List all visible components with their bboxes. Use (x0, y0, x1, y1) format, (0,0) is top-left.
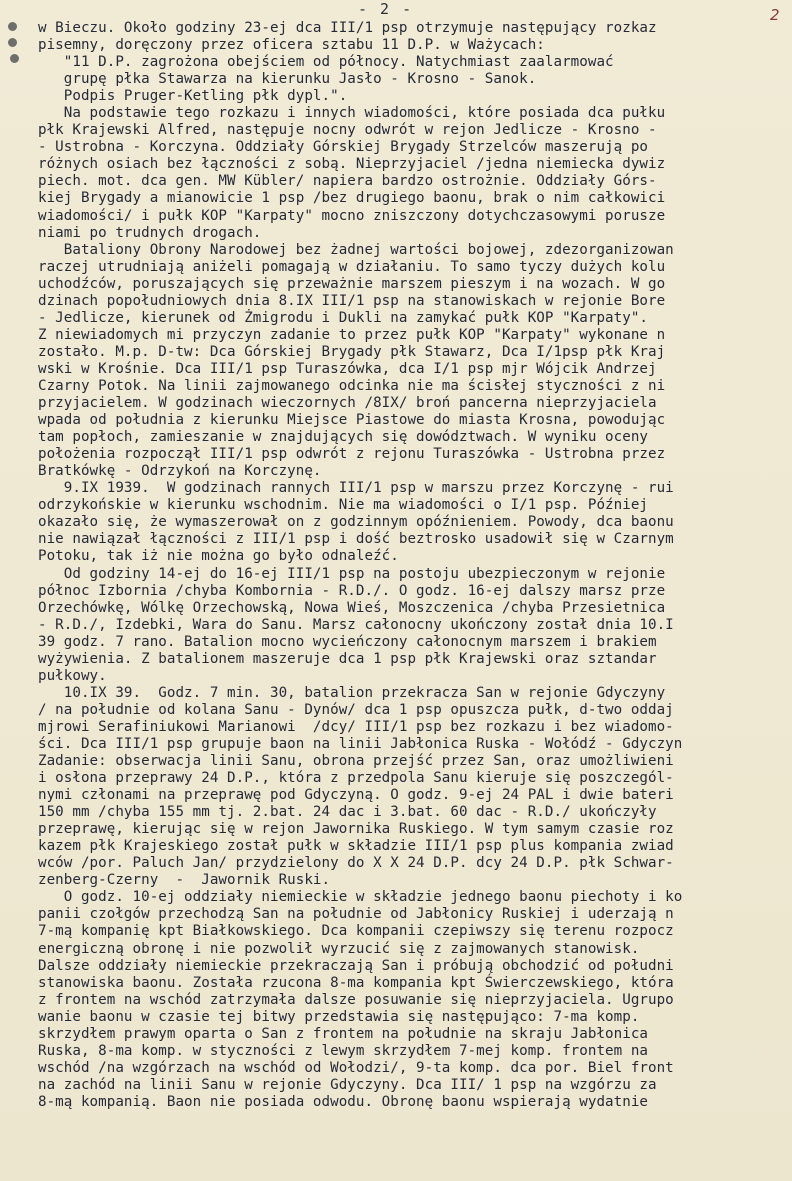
text-line: kazem płk Krajeskiego został pułk w składzie III/1 psp plus kompania zwiad (38, 838, 674, 855)
text-line: Orzechówkę, Wólkę Orzechowską, Nowa Wieś, Moszczenica /chyba Przesietnica (38, 599, 666, 616)
text-line: i osłona przeprawy 24 D.P., która z przedpola Sanu kieruje się poszczegól- (38, 770, 674, 787)
text-line: 7-mą kompanię kpt Białkowskiego. Dca kompanii czepiwszy się terenu rozpocz (38, 923, 674, 940)
punch-hole (10, 54, 19, 63)
text-line: / na południe od kolana Sanu - Dynów/ dca 1 psp opuszcza pułk, d-two oddaj (38, 701, 674, 718)
text-line: dzinach popołudniowych dnia 8.IX III/1 psp na stanowiskach w rejonie Bore (38, 292, 666, 309)
text-line: - Jedlicze, kierunek od Żmigrodu i Dukli na zamykać pułk KOP "Karpaty". (38, 309, 649, 326)
text-line: Od godziny 14-ej do 16-ej III/1 psp na postoju ubezpieczonym w rejonie (38, 565, 666, 582)
text-line: 10.IX 39. Godz. 7 min. 30, batalion przekracza San w rejonie Gdyczyny (38, 684, 666, 701)
punch-hole (8, 38, 17, 47)
text-line: wanie baonu w czasie tej bitwy przedstawia się następująco: 7-ma komp. (38, 1008, 640, 1025)
text-line: wschód /na wzgórzach na wschód od Wołodzi/, 9-ta komp. dca por. Biel front (38, 1059, 674, 1076)
text-line: różnych osiach bez łączności z sobą. Nieprzyjaciel /jedna niemiecka dywiz (38, 156, 666, 173)
text-line: skrzydłem prawym oparta o San z frontem na południe na skraju Jabłonica (38, 1025, 649, 1042)
text-line: Potoku, tak iż nie można go było odnaleźć. (38, 548, 399, 565)
text-line: uchodźców, poruszających się przeważnie marszem pieszym i na wozach. W go (38, 275, 666, 292)
text-line: wyżywienia. Z batalionem maszeruje dca 1 psp płk Krajewski oraz sztandar (38, 650, 657, 667)
text-line: energiczną obronę i nie pozwolił wyrzucić się z zajmowanych stanowisk. (38, 940, 640, 957)
text-line: z frontem na wschód zatrzymała dalsze posuwanie się nieprzyjaciela. Ugrupo (38, 991, 674, 1008)
punch-hole (8, 22, 17, 31)
text-line: Podpis Pruger-Ketling płk dypl.". (38, 88, 348, 105)
text-line: niami po trudnych drogach. (38, 224, 262, 241)
text-line: przeprawę, kierując się w rejon Jawornika Ruskiego. W tym samym czasie roz (38, 821, 674, 838)
text-line: Ruska, 8-ma komp. w styczności z lewym skrzydłem 7-mej komp. frontem na (38, 1042, 649, 1059)
text-line: zenberg-Czerny - Jawornik Ruski. (38, 872, 331, 889)
text-line: Dalsze oddziały niemieckie przekraczają San i próbują obchodzić od południ (38, 957, 674, 974)
text-line: - Ustrobna - Korczyna. Oddziały Górskiej Brygady Strzelców maszerują po (38, 139, 649, 156)
text-line: zostało. M.p. D-tw: Dca Górskiej Brygady płk Stawarz, Dca I/1psp płk Kraj (38, 343, 666, 360)
text-line: na zachód na linii Sanu w rejonie Gdyczyny. Dca III/ 1 psp na wzgórzu za (38, 1076, 657, 1093)
text-line: O godz. 10-ej oddziały niemieckie w składzie jednego baonu piechoty i ko (38, 889, 683, 906)
text-line: Z niewiadomych mi przyczyn zadanie to przez pułk KOP "Karpaty" wykonane n (38, 326, 666, 343)
text-line: - R.D./, Izdebki, Wara do Sanu. Marsz całonocny ukończony został dnia 10.I (38, 616, 674, 633)
text-line: 8-mą kompanią. Baon nie posiada odwodu. Obronę baonu wspierają wydatnie (38, 1093, 649, 1110)
text-line: nie nawiązał łączności z III/1 psp i dość beztrosko usadowił się w Czarnym (38, 531, 674, 548)
text-line: Na podstawie tego rozkazu i innych wiadomości, które posiada dca pułku (38, 105, 666, 122)
text-line: przyjacielem. W godzinach wieczornych /8IX/ broń pancerna nieprzyjaciela (38, 395, 657, 412)
text-line: ści. Dca III/1 psp grupuje baon na linii Jabłonica Ruska - Wołódź - Gdyczyn (38, 735, 683, 752)
text-line: położenia rozpoczął III/1 psp odwrót z rejonu Turaszówka - Ustrobna przez (38, 446, 666, 463)
text-line: wiadomości/ i pułk KOP "Karpaty" mocno zniszczony dotychczasowymi porusze (38, 207, 666, 224)
text-line: wpada od południa z kierunku Miejsce Piastowe do miasta Krosna, powodując (38, 412, 666, 429)
text-line: pisemny, doręczony przez oficera sztabu 11 D.P. w Ważycach: (38, 37, 545, 54)
text-line: okazało się, że wymaszerował on z godzinnym opóźnieniem. Powody, dca baonu (38, 514, 674, 531)
text-line: 150 mm /chyba 155 mm tj. 2.bat. 24 dac i 3.bat. 60 dac - R.D./ ukończyły (38, 804, 657, 821)
text-line: pułkowy. (38, 667, 107, 684)
text-line: w Bieczu. Około godziny 23-ej dca III/1 psp otrzymuje następujący rozkaz (38, 20, 657, 36)
text-line: Czarny Potok. Na linii zajmowanego odcinka nie ma ścisłej styczności z ni (38, 377, 666, 394)
typewritten-text (38, 20, 792, 1111)
text-line: mjrowi Serafiniukowi Marianowi /dcy/ III/1 psp bez rozkazu i bez wiadomo- (38, 718, 674, 735)
text-line: grupę płka Stawarza na kierunku Jasło - Krosno - Sanok. (38, 71, 537, 88)
text-line: nymi członami na przeprawę pod Gdyczyną. O godz. 9-ej 24 PAL i dwie bateri (38, 787, 674, 804)
text-line: piech. mot. dca gen. MW Kübler/ napiera bardzo ostrożnie. Oddziały Górs- (38, 173, 657, 190)
text-line: kiej Brygady a mianowicie 1 psp /bez drugiego baonu, brak o nim całkowici (38, 190, 666, 207)
text-line: 9.IX 1939. W godzinach rannych III/1 psp w marszu przez Korczynę - rui (38, 480, 674, 497)
text-line: Bratkówkę - Odrzykoń na Korczynę. (38, 463, 322, 480)
text-line: odrzykońskie w kierunku wschodnim. Nie ma wiadomości o I/1 psp. Później (38, 497, 649, 514)
text-line: panii czołgów przechodzą San na południe od Jabłonicy Ruskiej i uderzają n (38, 906, 674, 923)
text-line: 39 godz. 7 rano. Batalion mocno wycieńczony całonocnym marszem i brakiem (38, 633, 657, 650)
text-line: północ Izbornia /chyba Kombornia - R.D./. O godz. 16-ej dalszy marsz prze (38, 582, 666, 599)
text-line: płk Krajewski Alfred, następuje nocny odwrót w rejon Jedlicze - Krosno - (38, 122, 657, 139)
text-line: stanowiska baonu. Została rzucona 8-ma kompania kpt Świerczewskiego, która (38, 974, 674, 991)
page-number: - 2 - (358, 0, 414, 18)
text-line: Zadanie: obserwacja linii Sanu, obrona przejść przez San, oraz umożliwieni (38, 753, 674, 770)
text-line: wców /por. Paluch Jan/ przydzielony do X X 24 D.P. dcy 24 D.P. płk Schwar- (38, 855, 674, 872)
text-line: "11 D.P. zagrożona obejściem od północy. Natychmiast zaalarmować (38, 54, 614, 71)
folio-mark: 2 (770, 6, 780, 24)
text-line: tam popłoch, zamieszanie w znajdujących się dowództwach. W wyniku oceny (38, 429, 649, 446)
text-line: wski w Krośnie. Dca III/1 psp Turaszówka, dca I/1 psp mjr Wójcik Andrzej (38, 360, 657, 377)
text-line: raczej utrudniają aniżeli pomagają w działaniu. To samo tyczy dużych kolu (38, 258, 666, 275)
text-line: Bataliony Obrony Narodowej bez żadnej wartości bojowej, zdezorganizowan (38, 241, 674, 258)
